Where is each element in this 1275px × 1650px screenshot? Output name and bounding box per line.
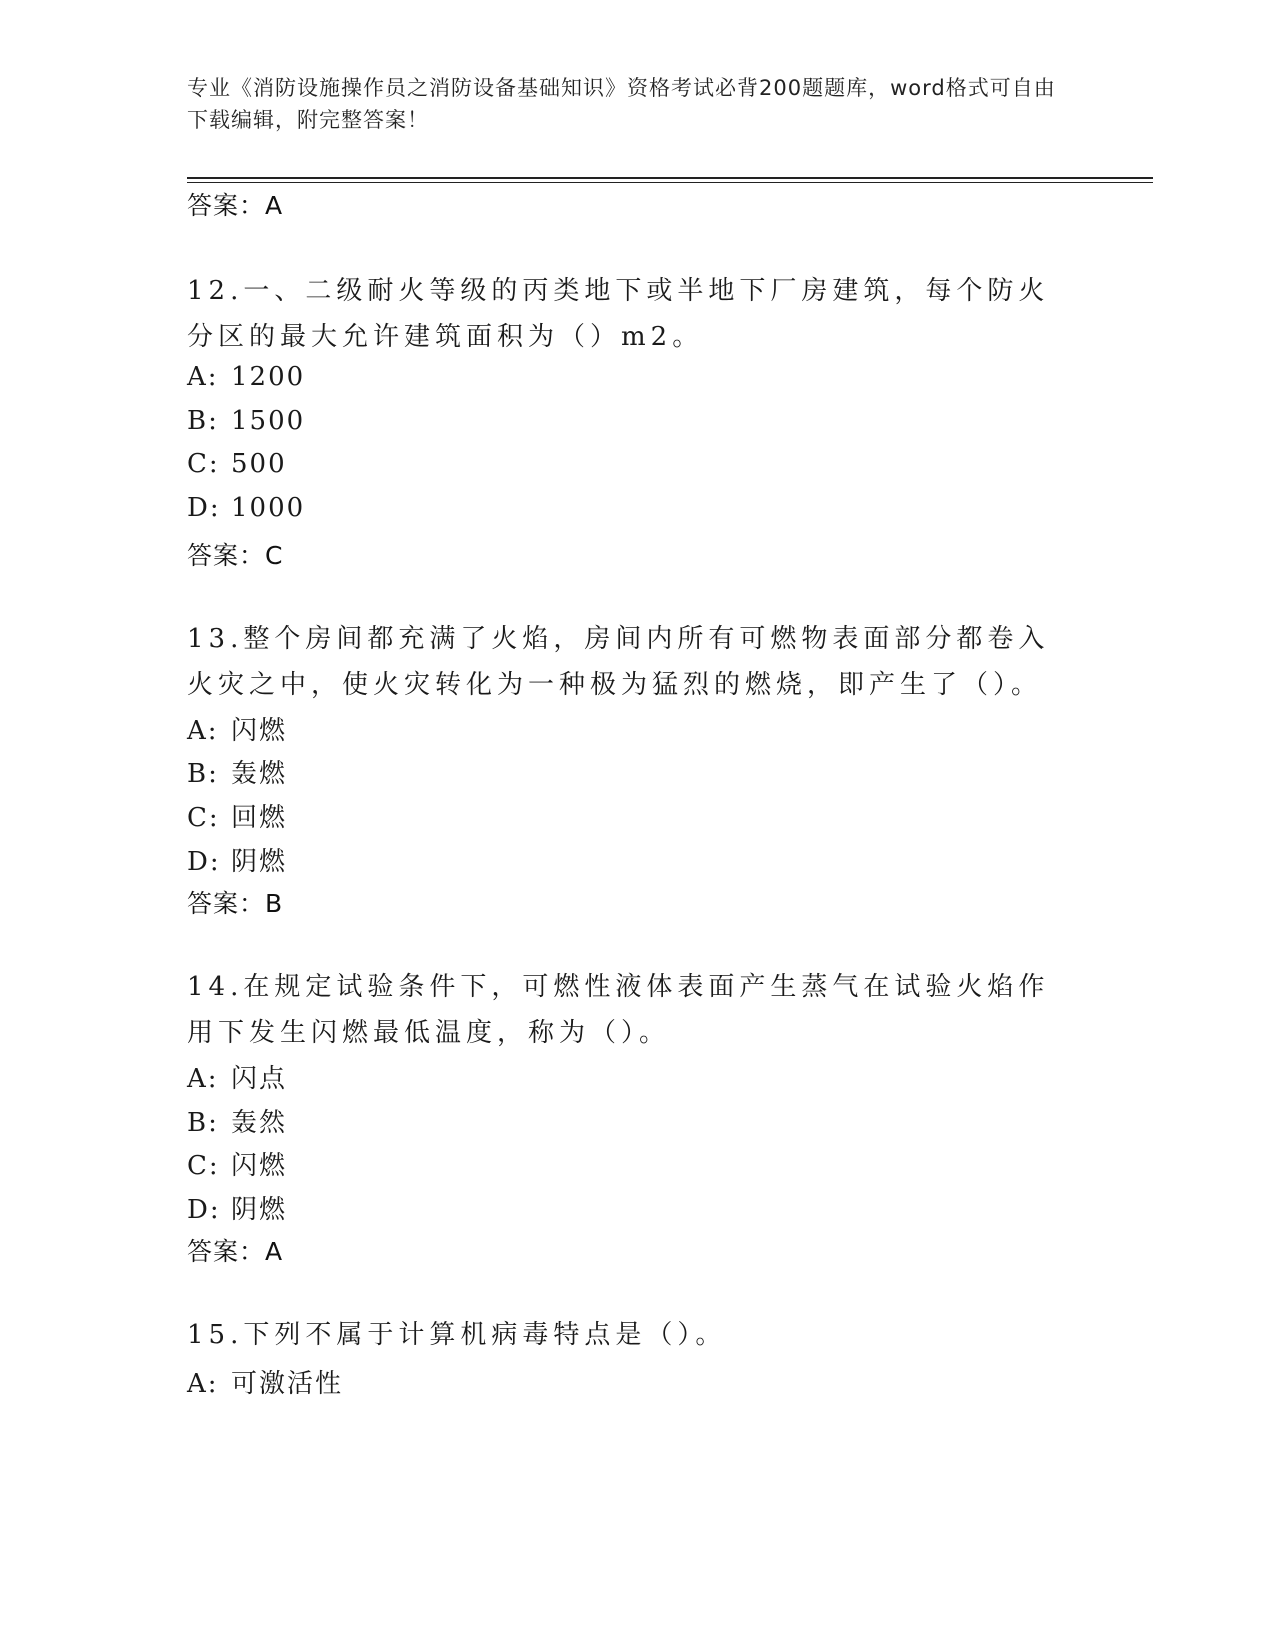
question-12-option-b [187,406,305,436]
option-text: 轰然 [231,1108,288,1138]
option-label: C: [187,803,220,833]
option-text: 可激活性 [231,1369,344,1399]
option-label: B: [187,406,219,436]
option-label: C: [187,1151,220,1181]
header-rule-thin [187,182,1153,183]
option-text: 闪点 [231,1064,288,1094]
option-text: 回燃 [231,803,288,833]
option-text: 1200 [231,362,306,392]
option-label: D: [187,847,221,877]
document-header: 专业《消防设施操作员之消防设备基础知识》资格考试必背200题题库，word格式可自由下载编辑，附完整答案！ [187,76,1056,132]
question-14-answer: 答案：A [187,1237,284,1266]
question-12-option-a [187,362,305,392]
question-15-text: 15.下列不属于计算机病毒特点是（）。 [187,1320,727,1350]
question-13-option-d [187,841,287,878]
question-14-option-b [187,1102,287,1139]
option-label: D: [187,1195,221,1225]
question-14-text: 14.在规定试验条件下，可燃性液体表面产生蒸气在试验火焰作用下发生闪燃最低温度，称为（）。 [187,972,1050,1048]
option-label: C: [187,449,220,479]
question-12-text: 12.一、二级耐火等级的丙类地下或半地下厂房建筑，每个防火分区的最大允许建筑面积为（）m2。 [187,276,1050,352]
option-text: 闪燃 [231,1151,288,1181]
question-13-option-c [187,797,287,834]
option-text: 1000 [231,493,306,523]
question-13-text: 13.整个房间都充满了火焰，房间内所有可燃物表面部分都卷入火灾之中，使火灾转化为一种极为猛烈的燃烧，即产生了（）。 [187,624,1050,700]
option-label: A: [187,716,219,746]
option-label: D: [187,493,221,523]
option-text: 阴燃 [231,1195,288,1225]
option-label: A: [187,1369,219,1399]
question-12-option-d [187,493,305,523]
answer-previous: 答案：A [187,191,284,220]
option-label: A: [187,1064,219,1094]
question-14-option-c [187,1145,287,1182]
option-label: B: [187,1108,219,1138]
question-13-option-a [187,710,287,747]
question-15-option-a [187,1363,343,1400]
option-label: A: [187,362,219,392]
question-13-option-b [187,753,287,790]
option-text: 阴燃 [231,847,288,877]
option-text: 轰燃 [231,759,288,789]
header-rule-thick [187,177,1153,179]
option-label: B: [187,759,219,789]
question-12-answer: 答案：C [187,541,284,570]
question-14-option-a [187,1058,287,1095]
question-12-option-c [187,449,287,479]
option-text: 1500 [231,406,306,436]
question-13-answer: 答案：B [187,889,284,918]
option-text: 闪燃 [231,716,288,746]
option-text: 500 [231,449,287,479]
question-14-option-d [187,1189,287,1226]
